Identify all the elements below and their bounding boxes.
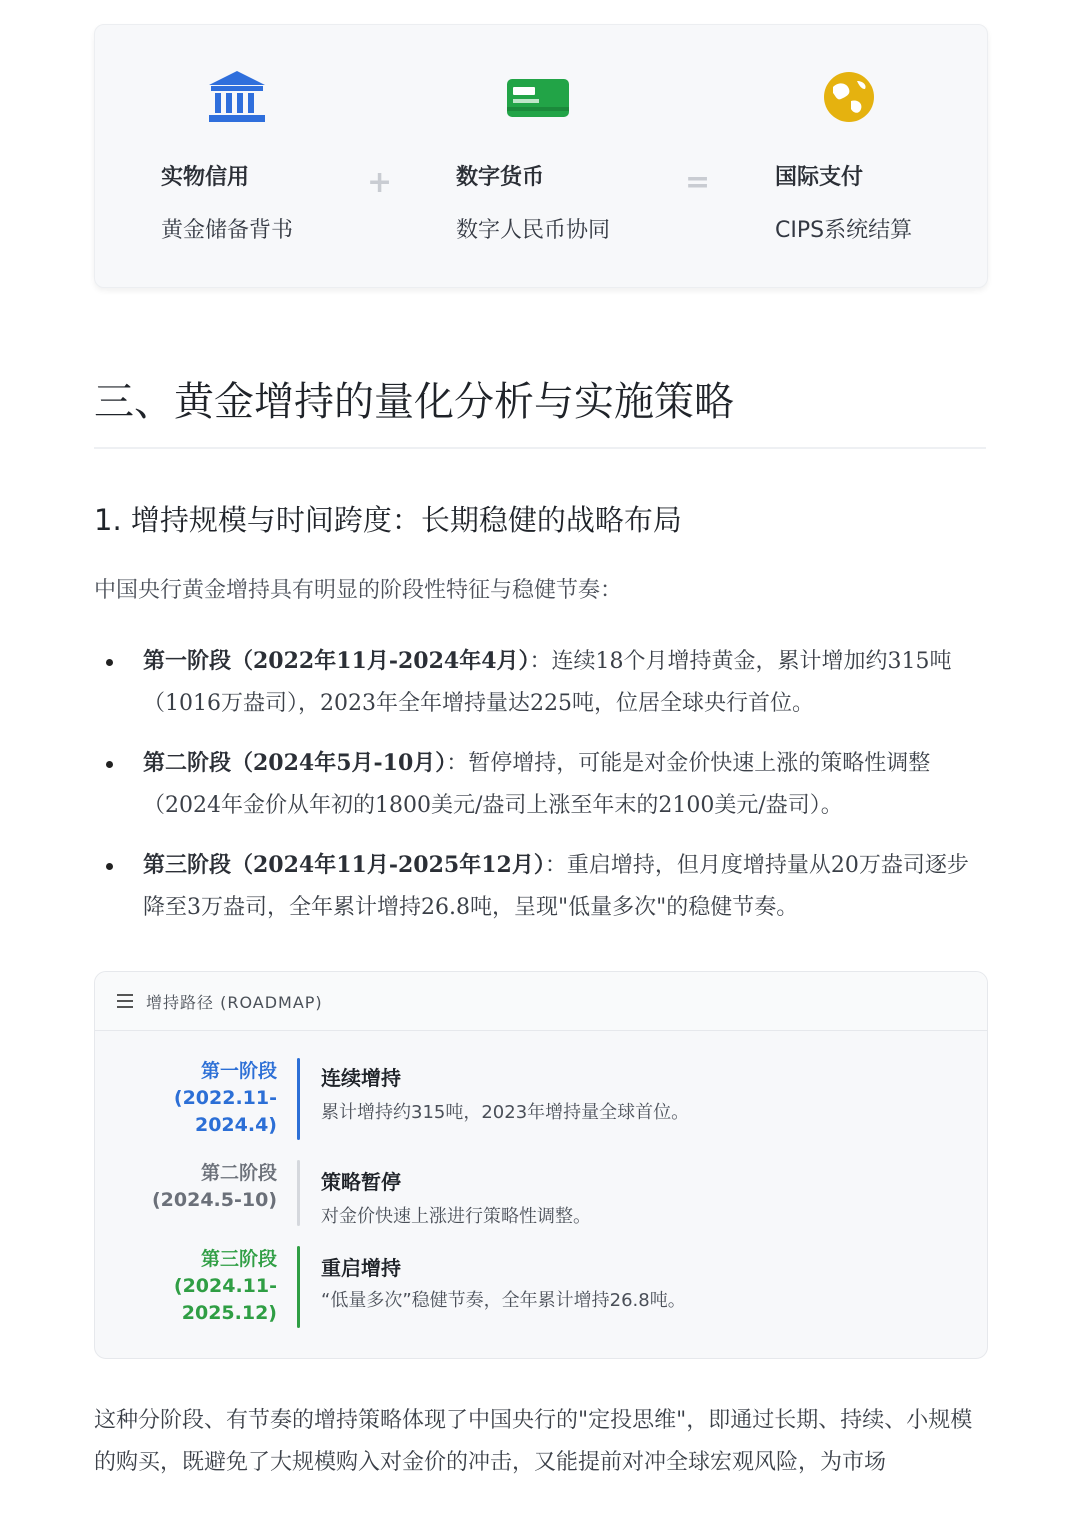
stage-title: 重启增持 bbox=[321, 1256, 401, 1280]
list-item bbox=[94, 844, 986, 929]
list-item-bold: 第一阶段（2022年11月-2024年4月） bbox=[143, 648, 530, 674]
heading-divider bbox=[94, 447, 986, 449]
bank-icon bbox=[205, 69, 269, 125]
menu-icon bbox=[117, 994, 133, 1008]
roadmap-card bbox=[94, 971, 988, 1359]
equals-sign: = bbox=[685, 165, 711, 200]
stage-list bbox=[94, 640, 986, 946]
list-item-text: ：连续18个月增持黄金，累计增加约315吨（1016万盎司），2023年全年增持量达225吨，位居全球央行首位。 bbox=[143, 649, 952, 716]
plus-sign: + bbox=[367, 165, 393, 200]
feature-title: 数字货币 bbox=[456, 165, 545, 190]
stage-desc: 对金价快速上涨进行策略性调整。 bbox=[321, 1206, 591, 1227]
stage-bar bbox=[297, 1058, 300, 1140]
feature-title: 国际支付 bbox=[775, 165, 864, 190]
section-heading: 三、黄金增持的量化分析与实施策略 bbox=[94, 379, 734, 425]
list-item-text: ：重启增持，但月度增持量从20万盎司逐步降至3万盎司，全年累计增持26.8吨，呈现"低量多次"的稳健节奏。 bbox=[143, 853, 969, 920]
feature-international-payment bbox=[775, 25, 995, 287]
stage-bar bbox=[297, 1246, 300, 1328]
closing-paragraph: 这种分阶段、有节奏的增持策略体现了中国央行的"定投思维"，即通过长期、持续、小规模的购买，既避免了大规模购入对金价的冲击，又能提前对冲全球宏观风险，为市场 bbox=[94, 1408, 973, 1475]
bullet-dot bbox=[106, 761, 113, 768]
list-item-bold: 第二阶段（2024年5月-10月） bbox=[143, 750, 447, 776]
feature-subtitle: CIPS系统结算 bbox=[775, 218, 913, 243]
intro-paragraph: 中国央行黄金增持具有明显的阶段性特征与稳健节奏： bbox=[94, 578, 623, 603]
feature-physical-credit bbox=[161, 25, 381, 287]
roadmap-header bbox=[95, 972, 987, 1031]
stage-label: 第一阶段 (2022.11- 2024.4) bbox=[173, 1060, 277, 1136]
roadmap-title: 增持路径 (ROADMAP) bbox=[146, 993, 323, 1012]
stage-bar bbox=[297, 1160, 300, 1226]
feature-title: 实物信用 bbox=[161, 165, 250, 190]
stage-desc: “低量多次”稳健节奏，全年累计增持26.8吨。 bbox=[321, 1290, 686, 1311]
feature-subtitle: 数字人民币协同 bbox=[456, 218, 611, 243]
stage-desc: 累计增持约315吨，2023年增持量全球首位。 bbox=[321, 1102, 690, 1123]
stage-title: 策略暂停 bbox=[321, 1170, 401, 1194]
list-item-bold: 第三阶段（2024年11月-2025年12月） bbox=[143, 852, 545, 878]
bullet-dot bbox=[106, 659, 113, 666]
stage-label: 第三阶段 (2024.11- 2025.12) bbox=[173, 1248, 277, 1324]
feature-summary-card bbox=[94, 24, 988, 288]
stage-label: 第二阶段 (2024.5-10) bbox=[151, 1162, 277, 1211]
list-item bbox=[94, 640, 986, 725]
subsection-heading: 1. 增持规模与时间跨度：长期稳健的战略布局 bbox=[94, 503, 682, 537]
list-item bbox=[94, 742, 986, 827]
bullet-dot bbox=[106, 863, 113, 870]
list-item-text: ：暂停增持，可能是对金价快速上涨的策略性调整（2024年金价从年初的1800美元/盎司上涨至年末的2100美元/盎司）。 bbox=[143, 751, 931, 818]
feature-subtitle: 黄金储备背书 bbox=[161, 218, 294, 243]
stage-title: 连续增持 bbox=[321, 1066, 401, 1090]
feature-digital-currency bbox=[456, 25, 676, 287]
globe-icon bbox=[821, 69, 877, 125]
card-icon bbox=[505, 69, 571, 125]
